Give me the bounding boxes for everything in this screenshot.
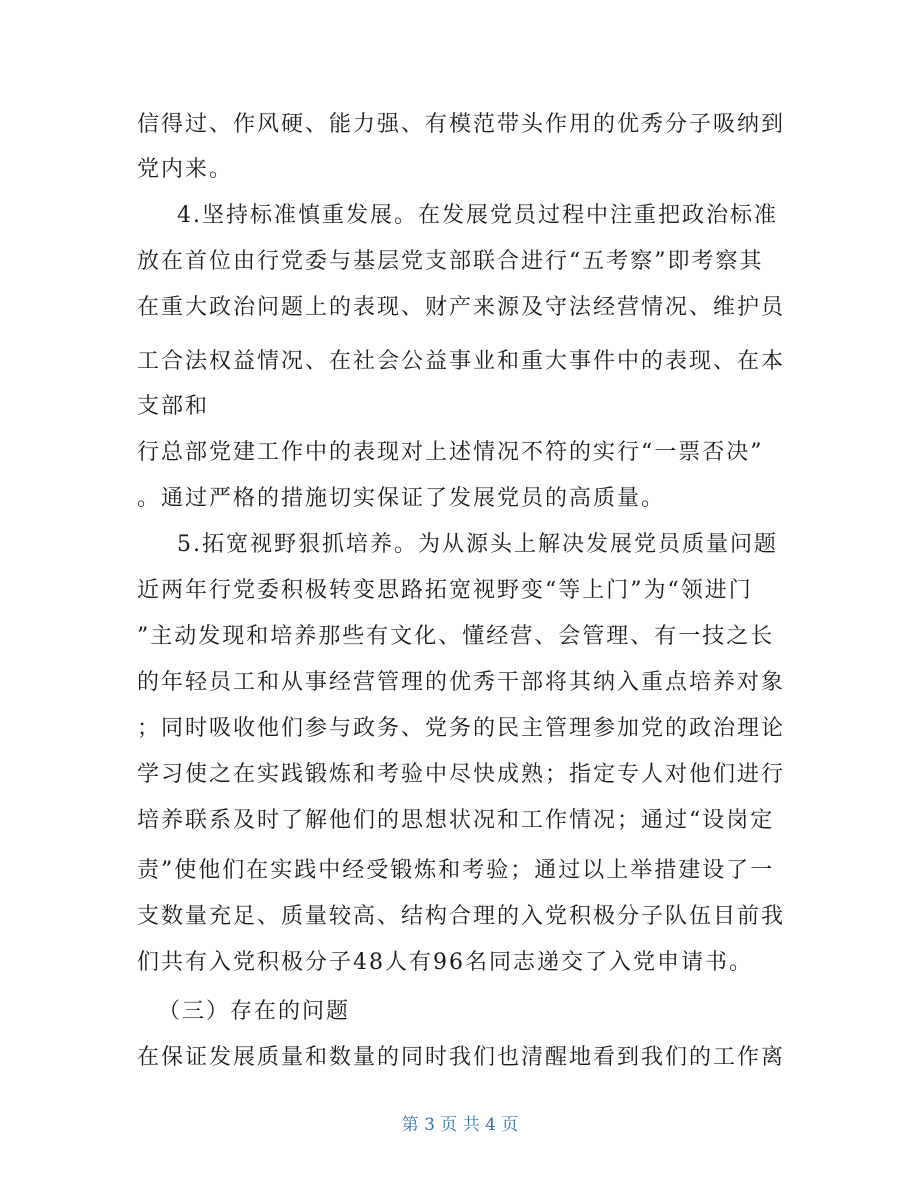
body-line: 培养联系及时了解他们的思想状况和工作情况；通过“设岗定 (137, 808, 775, 833)
body-line: 党内来。 (137, 157, 234, 182)
body-line: 们共有入党积极分子48人有96名同志递交了入党申请书。 (137, 950, 753, 975)
body-line: 在保证发展质量和数量的同时我们也清醒地看到我们的工作离 (137, 1045, 786, 1070)
body-line: 放在首位由行党委与基层党支部联合进行“五考察”即考察其 (137, 249, 764, 274)
numbered-item-4: 4.坚持标准慎重发展。在发展党员过程中注重把政治标准 (177, 203, 778, 228)
numbered-item-5: 5.拓宽视野狠抓培养。为从源头上解决发展党员质量问题 (177, 532, 778, 557)
section-heading: （三）存在的问题 (158, 999, 351, 1024)
body-line: 支部和 (137, 394, 210, 419)
body-line: 。通过严格的措施切实保证了发展党员的高质量。 (137, 486, 666, 511)
body-line: 学习使之在实践锻炼和考验中尽快成熟；指定专人对他们进行 (137, 762, 786, 787)
body-line: 在重大政治问题上的表现、财产来源及守法经营情况、维护员 (137, 295, 786, 320)
body-line: 信得过、作风硬、能力强、有模范带头作用的优秀分子吸纳到 (137, 112, 786, 137)
body-line: 的年轻员工和从事经营管理的优秀干部将其纳入重点培养对象 (137, 670, 786, 695)
page-footer: 第 3 页 共 4 页 (401, 1115, 519, 1135)
body-line: 工合法权益情况、在社会公益事业和重大事件中的表现、在本 (137, 349, 786, 374)
body-line: 近两年行党委积极转变思路拓宽视野变“等上门”为“领进门 (137, 578, 753, 603)
body-line: 责”使他们在实践中经受锻炼和考验；通过以上举措建设了一 (137, 858, 775, 883)
body-line: ；同时吸收他们参与政务、党务的民主管理参加党的政治理论 (137, 716, 786, 741)
body-line: 支数量充足、质量较高、结构合理的入党积极分子队伍目前我 (137, 904, 786, 929)
body-line: 行总部党建工作中的表现对上述情况不符的实行“一票否决” (137, 440, 764, 465)
body-line: ”主动发现和培养那些有文化、懂经营、会管理、有一技之长 (137, 624, 775, 649)
